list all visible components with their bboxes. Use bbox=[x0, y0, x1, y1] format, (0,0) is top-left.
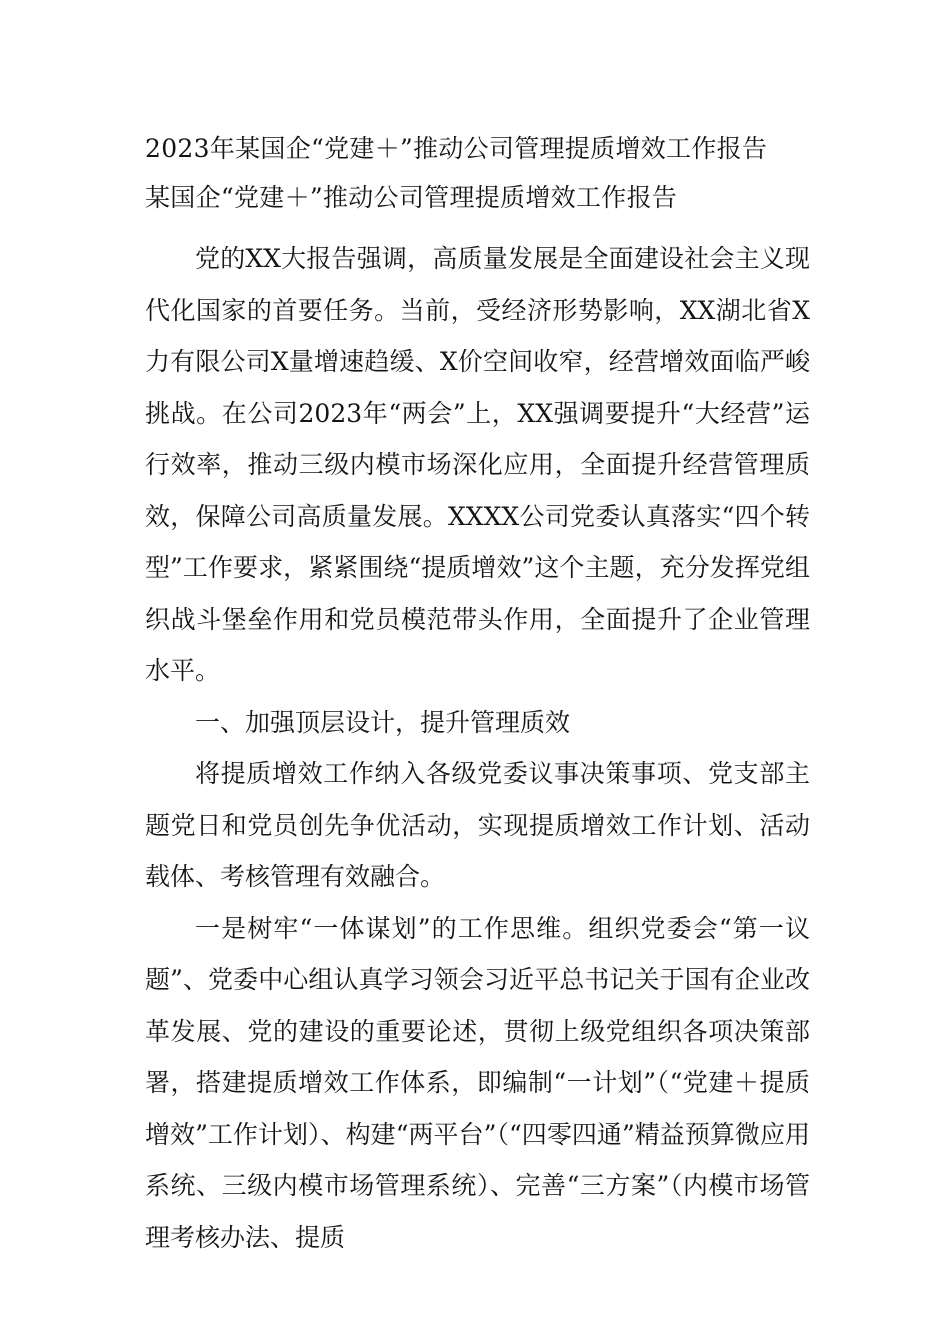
document-title: 2023年某国企“党建＋”推动公司管理提质增效工作报告 bbox=[145, 134, 768, 163]
section-paragraph-2: 一是树牢“一体谋划”的工作思维。组织党委会“第一议题”、党委中心组认真学习领会习近平总书记关于国有企业改革发展、党的建设的重要论述，贯彻上级党组织各项决策部署，搭建提质增效工作体系，即编制“一计划”（“党建＋提质增效”工作计划）、构建“两平台”（“四零四通”精益预算微应用系统、三级内模市场管理系统）、完善“三方案”（内模市场管理考核办法、提质 bbox=[145, 913, 810, 1252]
section-heading: 一、加强顶层设计，提升管理质效 bbox=[195, 707, 571, 737]
intro-paragraph: 党的XX大报告强调，高质量发展是全面建设社会主义现代化国家的首要任务。当前，受经济形势影响，XX湖北省X力有限公司X量增速趋缓、X价空间收窄，经营增效面临严峻挑战。在公司2023年“两会”上，XX强调要提升“大经营”运行效率，推动三级内模市场深化应用，全面提升经营管理质效，保障公司高质量发展。XXXX公司党委认真落实“四个转型”工作要求，紧紧围绕“提质增效”这个主题，充分发挥党组织战斗堡垒作用和党员模范带头作用，全面提升了企业管理水平。 bbox=[145, 244, 810, 685]
document-subtitle: 某国企“党建＋”推动公司管理提质增效工作报告 bbox=[145, 183, 678, 212]
section-paragraph: 将提质增效工作纳入各级党委议事决策事项、党支部主题党日和党员创先争优活动，实现提质增效工作计划、活动载体、考核管理有效融合。 bbox=[145, 759, 810, 891]
document-body bbox=[145, 124, 810, 1263]
